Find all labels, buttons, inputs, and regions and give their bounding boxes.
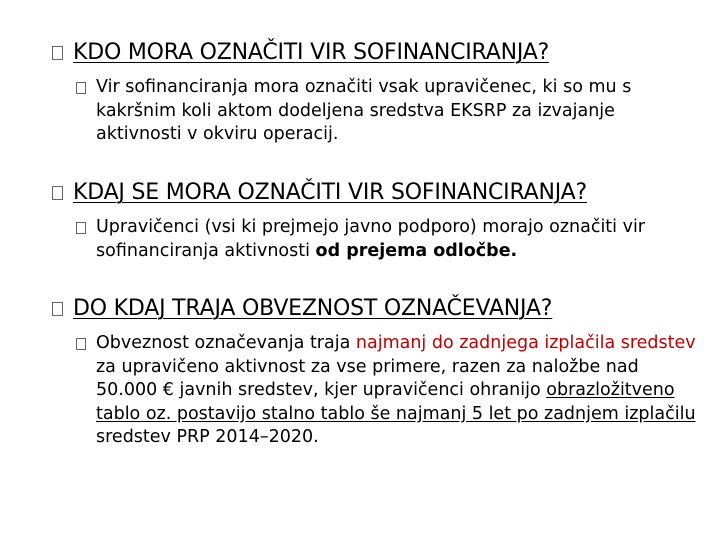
item-text bbox=[96, 332, 696, 450]
bullet-box-icon bbox=[52, 46, 63, 60]
bullet-box-icon bbox=[52, 186, 63, 200]
bullet-box-icon bbox=[76, 82, 86, 94]
section-heading bbox=[52, 40, 696, 66]
heading-text: KDO MORA OZNAČITI VIR SOFINANCIRANJA? bbox=[73, 40, 550, 65]
item-emphasis: od prejema odločbe. bbox=[315, 240, 518, 261]
item-text-part: Obveznost označevanja traja bbox=[96, 333, 356, 353]
section-until-when bbox=[52, 296, 696, 450]
item-highlight-red: najmanj do zadnjega izplačila sredstev bbox=[355, 333, 696, 353]
section-heading bbox=[52, 296, 696, 322]
heading-text: DO KDAJ TRAJA OBVEZNOST OZNAČEVANJA? bbox=[73, 296, 553, 321]
section-when bbox=[52, 180, 696, 263]
bullet-box-icon bbox=[52, 302, 63, 316]
item-text: Vir sofinanciranja mora označiti vsak upravičenec, ki so mu s kakršnim koli aktom dodeljena sredstva EKSRP za izvajanje aktivnosti v okviru operacij. bbox=[96, 77, 632, 144]
bullet-box-icon bbox=[76, 222, 86, 234]
section-who bbox=[52, 40, 696, 147]
list-item bbox=[76, 76, 696, 147]
heading-text: KDAJ SE MORA OZNAČITI VIR SOFINANCIRANJA? bbox=[73, 180, 587, 205]
item-underlined: obrazložitveno tablo oz. postavijo stalno tablo še najmanj 5 let po zadnjem izplačilu bbox=[96, 380, 696, 424]
item-text-part: sredstev PRP 2014–2020. bbox=[96, 427, 319, 447]
list-item bbox=[76, 332, 696, 450]
bullet-box-icon bbox=[76, 338, 86, 350]
list-item bbox=[76, 216, 696, 263]
item-text-part: za upravičeno aktivnost za vse primere, razen za naložbe nad 50.000 € javnih sredstev, kjer upravičenci ohranijo bbox=[96, 356, 639, 400]
item-text-part: Upravičenci (vsi ki prejmejo javno podporo) morajo označiti vir sofinanciranja aktivnosti bbox=[96, 217, 646, 261]
section-heading bbox=[52, 180, 696, 206]
item-text bbox=[96, 216, 696, 263]
